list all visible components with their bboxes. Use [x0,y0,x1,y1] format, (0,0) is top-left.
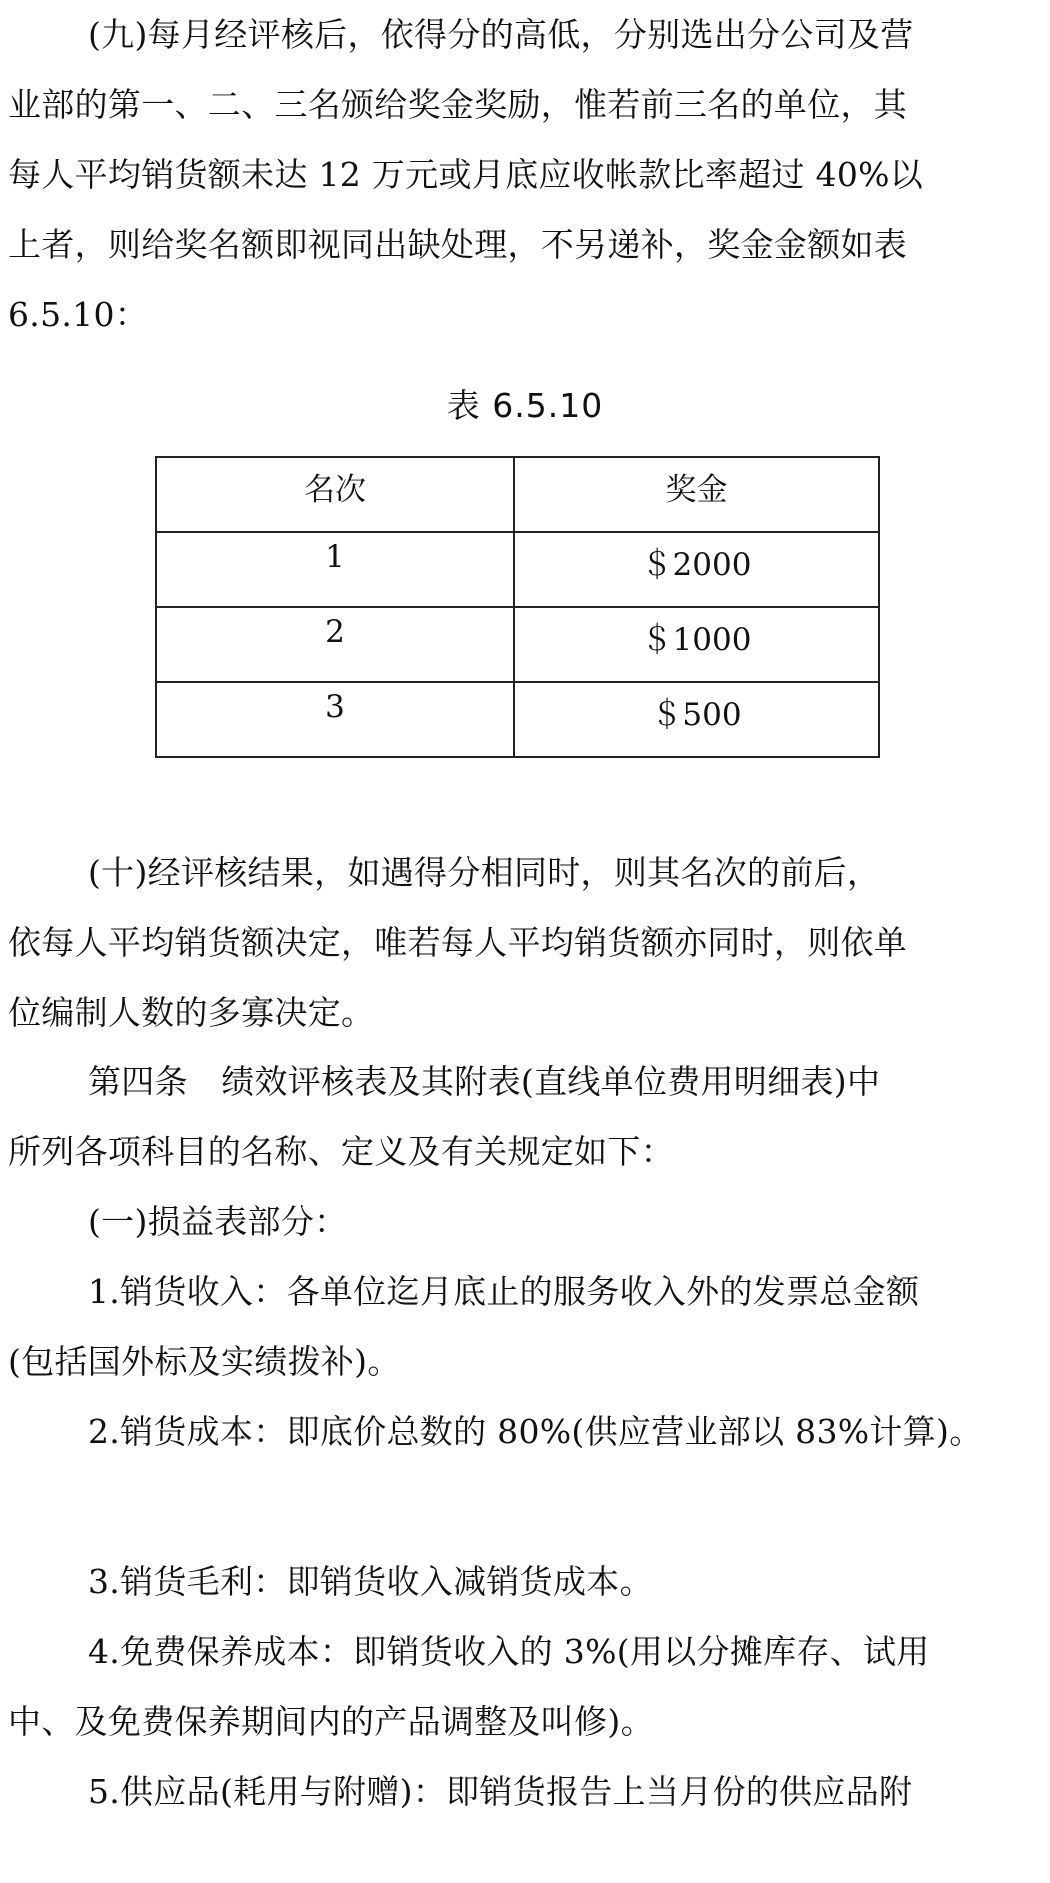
header-bonus: 奖金 [514,457,879,532]
cell-rank: 1 [156,532,514,607]
table-header-row [156,457,879,532]
text-line: 位编制人数的多寡决定。 [8,993,375,1032]
paragraph-item-3 [8,1547,1044,1617]
text-line: (一)损益表部分： [88,1202,348,1241]
cell-rank: 3 [156,682,514,757]
text-line: 1.销货收入：各单位迄月底止的服务收入外的发票总金额 [88,1272,920,1311]
cell-bonus: ＄2000 [514,532,879,607]
text-line: 每人平均销货额未达 12 万元或月底应收帐款比率超过 40%以 [8,155,924,194]
paragraph-item-5 [8,1757,1044,1827]
text-line: 6.5.10： [8,295,149,334]
text-line: 3.销货毛利：即销货收入减销货成本。 [88,1562,653,1601]
text-line: 依每人平均销货额决定，唯若每人平均销货额亦同时，则依单 [8,923,908,962]
text-line: 所列各项科目的名称、定义及有关规定如下： [8,1132,674,1171]
text-line: 4.免费保养成本：即销货收入的 3%(用以分摊库存、试用 [88,1632,930,1671]
paragraph-item-4 [8,1617,1044,1757]
table-row [156,682,879,757]
text-line: (包括国外标及实绩拨补)。 [8,1342,401,1381]
table-row [156,607,879,682]
text-line: 5.供应品(耗用与附赠)：即销货报告上当月份的供应品附 [88,1772,913,1811]
paragraph-item-9 [8,0,1044,350]
text-line: (十)经评核结果，如遇得分相同时，则其名次的前后， [88,853,881,892]
paragraph-item-10 [8,838,1044,1048]
cell-bonus: ＄1000 [514,607,879,682]
text-line: 业部的第一、二、三名颁给奖金奖励，惟若前三名的单位，其 [8,85,908,124]
prize-table [155,456,880,758]
paragraph-article-4 [8,1047,1044,1187]
paragraph-item-1 [8,1257,1044,1397]
text-line: (九)每月经评核后，依得分的高低，分别选出分公司及营 [88,15,914,54]
cell-bonus: ＄500 [514,682,879,757]
table-caption: 表 6.5.10 [446,386,604,425]
cell-rank: 2 [156,607,514,682]
text-line: 中、及免费保养期间内的产品调整及叫修)。 [8,1702,654,1741]
text-line: 第四条 绩效评核表及其附表(直线单位费用明细表)中 [88,1062,881,1101]
paragraph-item-2 [8,1397,1044,1467]
table-row [156,532,879,607]
text-line: 上者，则给奖名额即视同出缺处理，不另递补，奖金金额如表 [8,225,908,264]
paragraph-section-1 [8,1187,1044,1257]
text-line: 2.销货成本：即底价总数的 80%(供应营业部以 83%计算)。 [88,1412,983,1451]
header-rank: 名次 [156,457,514,532]
